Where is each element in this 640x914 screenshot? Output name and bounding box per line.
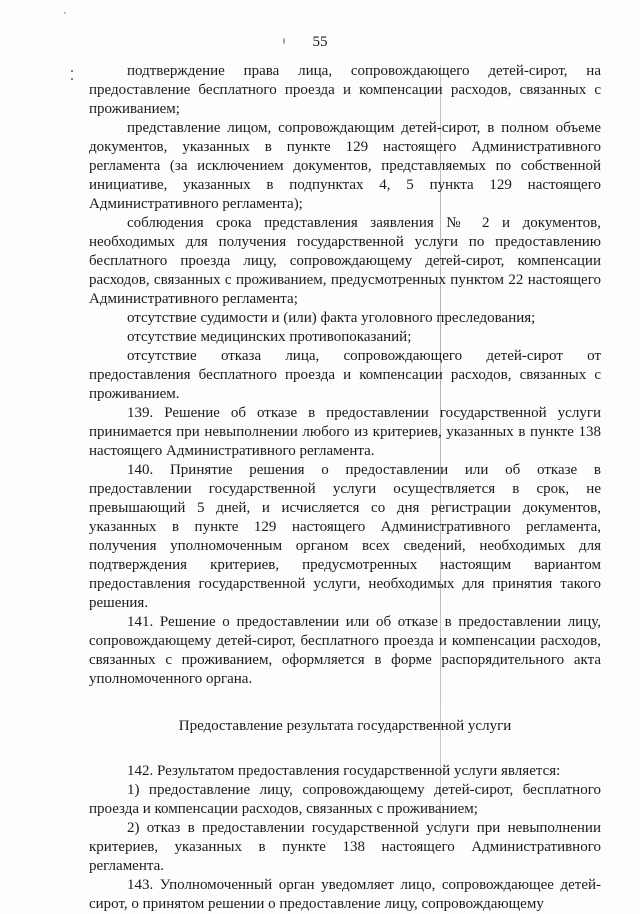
paragraph: 142. Результатом предоставления государственной услуги является: [127,763,561,779]
paragraph: подтверждение права лица, сопровождающего детей-сирот, на предоставление бесплатного проезда и компенсации расходов, связанных с проживанием; [89,63,601,117]
page-number: 55 [312,34,328,50]
scan-speck [71,78,73,80]
paragraph: соблюдения срока представления заявления № 2 и документов, необходимых для получения государственной услуги по предоставлению бесплатного проезда лицу, сопровождающему детей-сирот, компенсации расходов, связанных с проживанием, предусмотренных пунктом 22 настоящего Административного регламента; [89,215,601,307]
paragraph: отсутствие отказа лица, сопровождающего детей-сирот от предоставления бесплатного проезда и компенсации расходов, связанных с проживанием. [89,348,601,402]
section-heading: Предоставление результата государственной услуги [178,718,512,734]
scan-speck [64,12,66,14]
paragraphs-after [89,762,601,914]
document-body [89,62,601,914]
paragraph: 141. Решение о предоставлении или об отказе в предоставлении лицу, сопровождающему детей-сирот, бесплатного проезда и компенсации расходов, связанных с проживанием, оформляется в форме распорядительного акта уполномоченного органа. [89,614,601,687]
paragraph: 143. Уполномоченный орган уведомляет лицо, сопровождающее детей-сирот, о принятом решении о предоставление лицу, сопровождающему [89,877,601,912]
paragraph: 139. Решение об отказе в предоставлении государственной услуги принимается при невыполнении любого из критериев, указанных в пункте 138 настоящего Административного регламента. [89,405,601,459]
paragraph: 2) отказ в предоставлении государственной услуги при невыполнении критериев, указанных в пункте 138 настоящего Административного регламента. [89,820,601,874]
paragraph: отсутствие медицинских противопоказаний; [127,329,412,345]
paragraph: 140. Принятие решения о предоставлении или об отказе в предоставлении государственной услуги осуществляется в срок, не превышающий 5 дней, и исчисляется со дня регистрации документов, указанных в пункте 129 настоящего Административного регламента, получения уполномоченным органом всех сведений, необходимых для подтверждения критериев, предусмотренных настоящим вариантом предоставления государственной услуги, необходимых для принятия такого решения. [89,462,601,611]
paragraph: представление лицом, сопровождающим детей-сирот, в полном объеме документов, указанных в пункте 129 настоящего Административного регламента (за исключением документов, представляемых по собственной инициативе, указанных в подпунктах 4, 5 пункта 129 настоящего Административного регламента); [89,120,601,212]
scan-speck [71,70,73,72]
paragraph: 1) предоставление лицу, сопровождающему детей-сирот, бесплатного проезда и компенсации расходов, связанных с проживанием; [89,782,601,817]
paragraphs-before [89,62,601,689]
paragraph: отсутствие судимости и (или) факта уголовного преследования; [127,310,536,326]
